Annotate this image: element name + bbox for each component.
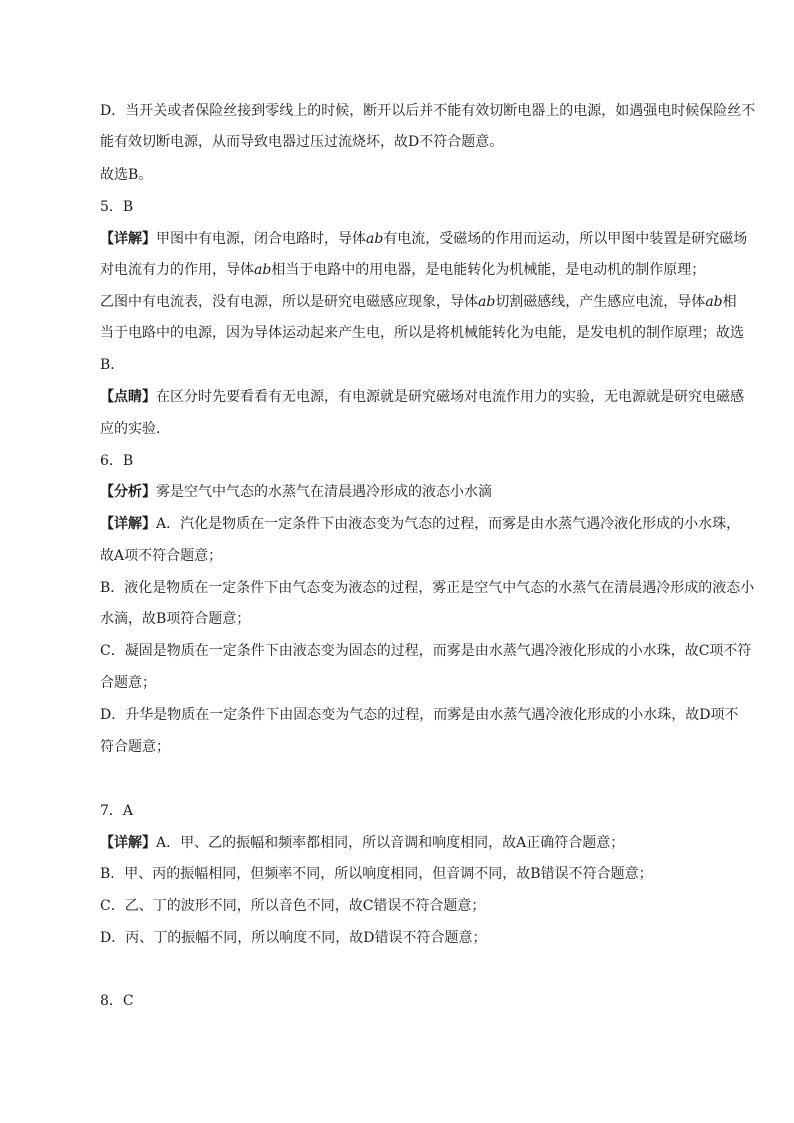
detail-label: 【详解】 [100, 231, 156, 247]
explanation-line: 【详解】A．甲、乙的振幅和频率都相同，所以音调和响度相同，故A正确符合题意； [100, 835, 625, 851]
explanation-line: 对电流有力的作用，导体ab相当于电路中的用电器，是电能转化为机械能，是电动机的制作原理； [100, 262, 706, 278]
analysis-label: 【分析】 [100, 484, 156, 500]
explanation-line: 乙图中有电流表，没有电源，所以是研究电磁感应现象，导体ab切割磁感线，产生感应电流，导体ab相 [100, 294, 737, 310]
comment-line: 【点睛】在区分时先要看看有无电源，有电源就是研究磁场对电流作用力的实验，无电源就是研究电磁感 [100, 389, 744, 405]
text-line: 能有效切断电源，从而导致电器过压过流烧坏，故D不符合题意。 [100, 134, 504, 150]
explanation-line: 故A项不符合题意； [100, 548, 223, 564]
conductor-ab: ab [478, 294, 496, 310]
explanation-line: B．甲、丙的振幅相同，但频率不同，所以响度相同，但音调不同，故B错误不符合题意； [100, 866, 653, 882]
detail-label: 【详解】 [100, 516, 156, 532]
explanation-line: 【详解】甲图中有电源，闭合电路时，导体ab有电流，受磁场的作用而运动，所以甲图中装置是研究磁场 [100, 231, 748, 247]
explanation-line: C．乙、丁的波形不同，所以音色不同，故C错误不符合题意； [100, 898, 486, 914]
question-number: 8．C [100, 993, 134, 1009]
explanation-line: D．丙、丁的振幅不同，所以响度不同，故D错误不符合题意； [100, 930, 487, 946]
explanation-line: D．升华是物质在一定条件下由固态变为气态的过程，而雾是由水蒸气遇冷液化形成的小水珠，故D项不 [100, 707, 739, 723]
explanation-line: B． [100, 357, 125, 373]
text-line: 故选B。 [100, 167, 153, 183]
comment-label: 【点睛】 [100, 389, 156, 405]
question-number: 7．A [100, 803, 134, 819]
text-line: D．当开关或者保险丝接到零线上的时候，断开以后并不能有效切断电器上的电源，如遇强电时候保险丝不 [100, 103, 756, 119]
explanation-line: B．液化是物质在一定条件下由气态变为液态的过程，雾正是空气中气态的水蒸气在清晨遇冷形成的液态小 [100, 580, 755, 596]
question-number: 5．B [100, 199, 134, 215]
conductor-ab: ab [705, 294, 723, 310]
explanation-line: C．凝固是物质在一定条件下由液态变为固态的过程，而雾是由水蒸气遇冷液化形成的小水珠，故C项不符 [100, 643, 752, 659]
comment-line: 应的实验． [100, 421, 170, 437]
question-number: 6．B [100, 453, 134, 469]
conductor-ab: ab [366, 231, 384, 247]
explanation-line: 符合题意； [100, 739, 170, 755]
explanation-line: 当于电路中的电源，因为导体运动起来产生电，所以是将机械能转化为电能，是发电机的制作原理；故选 [100, 325, 744, 341]
explanation-line: 水滴，故B项符合题意； [100, 611, 251, 627]
explanation-line: 合题意； [100, 675, 156, 691]
conductor-ab: ab [254, 262, 272, 278]
detail-label: 【详解】 [100, 835, 156, 851]
analysis-line: 【分析】雾是空气中气态的水蒸气在清晨遇冷形成的液态小水滴 [100, 484, 492, 500]
explanation-line: 【详解】A．汽化是物质在一定条件下由液态变为气态的过程，而雾是由水蒸气遇冷液化形成的小水珠， [100, 516, 741, 532]
